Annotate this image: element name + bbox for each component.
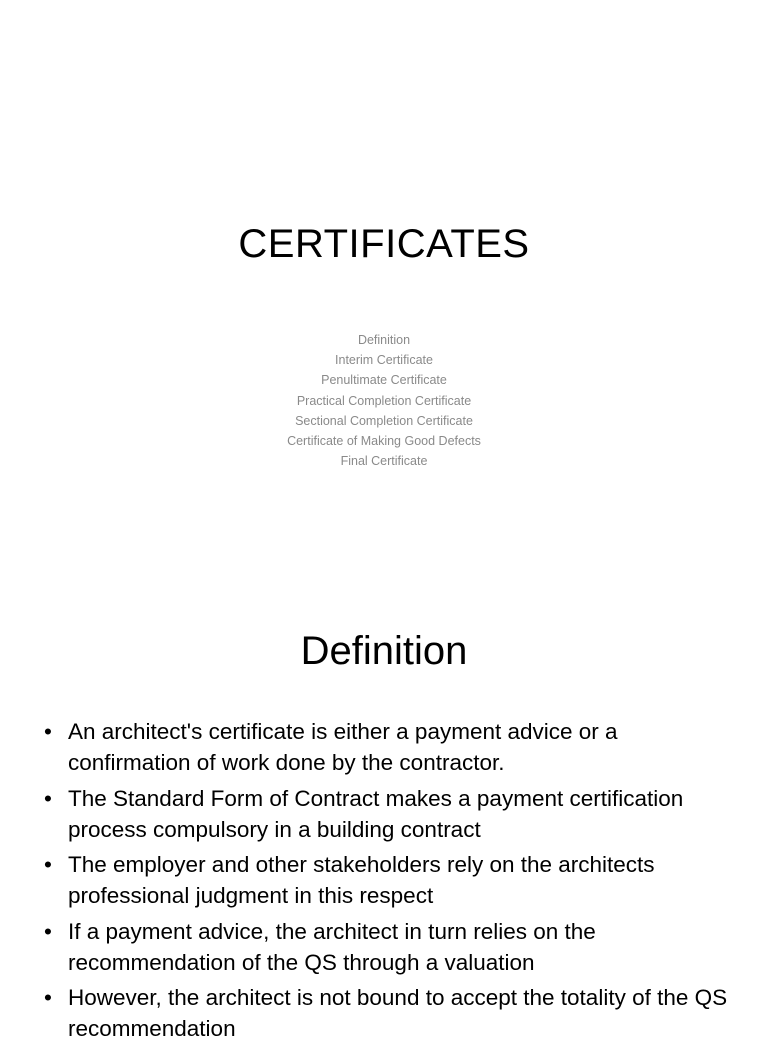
topic-item: Interim Certificate: [335, 353, 433, 368]
bullet-text: An architect's certificate is either a payment advice or a confirmation of work done by the contractor.: [68, 719, 618, 775]
bullet-icon: •: [44, 852, 52, 877]
bullet-item: [44, 982, 734, 1044]
bullet-icon: •: [44, 918, 52, 944]
bullet-text: The Standard Form of Contract makes a payment certification process compulsory in a building contract: [68, 785, 684, 842]
bullet-item: [44, 783, 734, 845]
bullet-list: [44, 716, 734, 1049]
topic-item: Sectional Completion Certificate: [295, 413, 473, 428]
slide-title: CERTIFICATES: [238, 222, 530, 266]
slide-title: Definition: [300, 629, 468, 673]
topic-item: Final Certificate: [340, 454, 428, 469]
bullet-item: [44, 716, 734, 778]
topic-item: Certificate of Making Good Defects: [287, 434, 481, 449]
definition-slide: [0, 576, 768, 1041]
topics-list: [0, 330, 768, 471]
bullet-item: [44, 849, 734, 911]
bullet-icon: •: [44, 785, 52, 811]
bullet-item: [44, 916, 734, 978]
topic-item: Practical Completion Certificate: [296, 393, 472, 408]
bullet-text: If a payment advice, the architect in turn relies on the recommendation of the QS through a valuation: [68, 918, 596, 975]
topic-item: Definition: [357, 333, 411, 347]
bullet-icon: •: [44, 719, 52, 744]
bullet-icon: •: [44, 985, 52, 1010]
bullet-text: However, the architect is not bound to accept the totality of the QS recommendation: [68, 985, 728, 1041]
topic-item: Penultimate Certificate: [321, 373, 447, 388]
bullet-text: The employer and other stakeholders rely on the architects professional judgment in this respect: [68, 852, 655, 908]
